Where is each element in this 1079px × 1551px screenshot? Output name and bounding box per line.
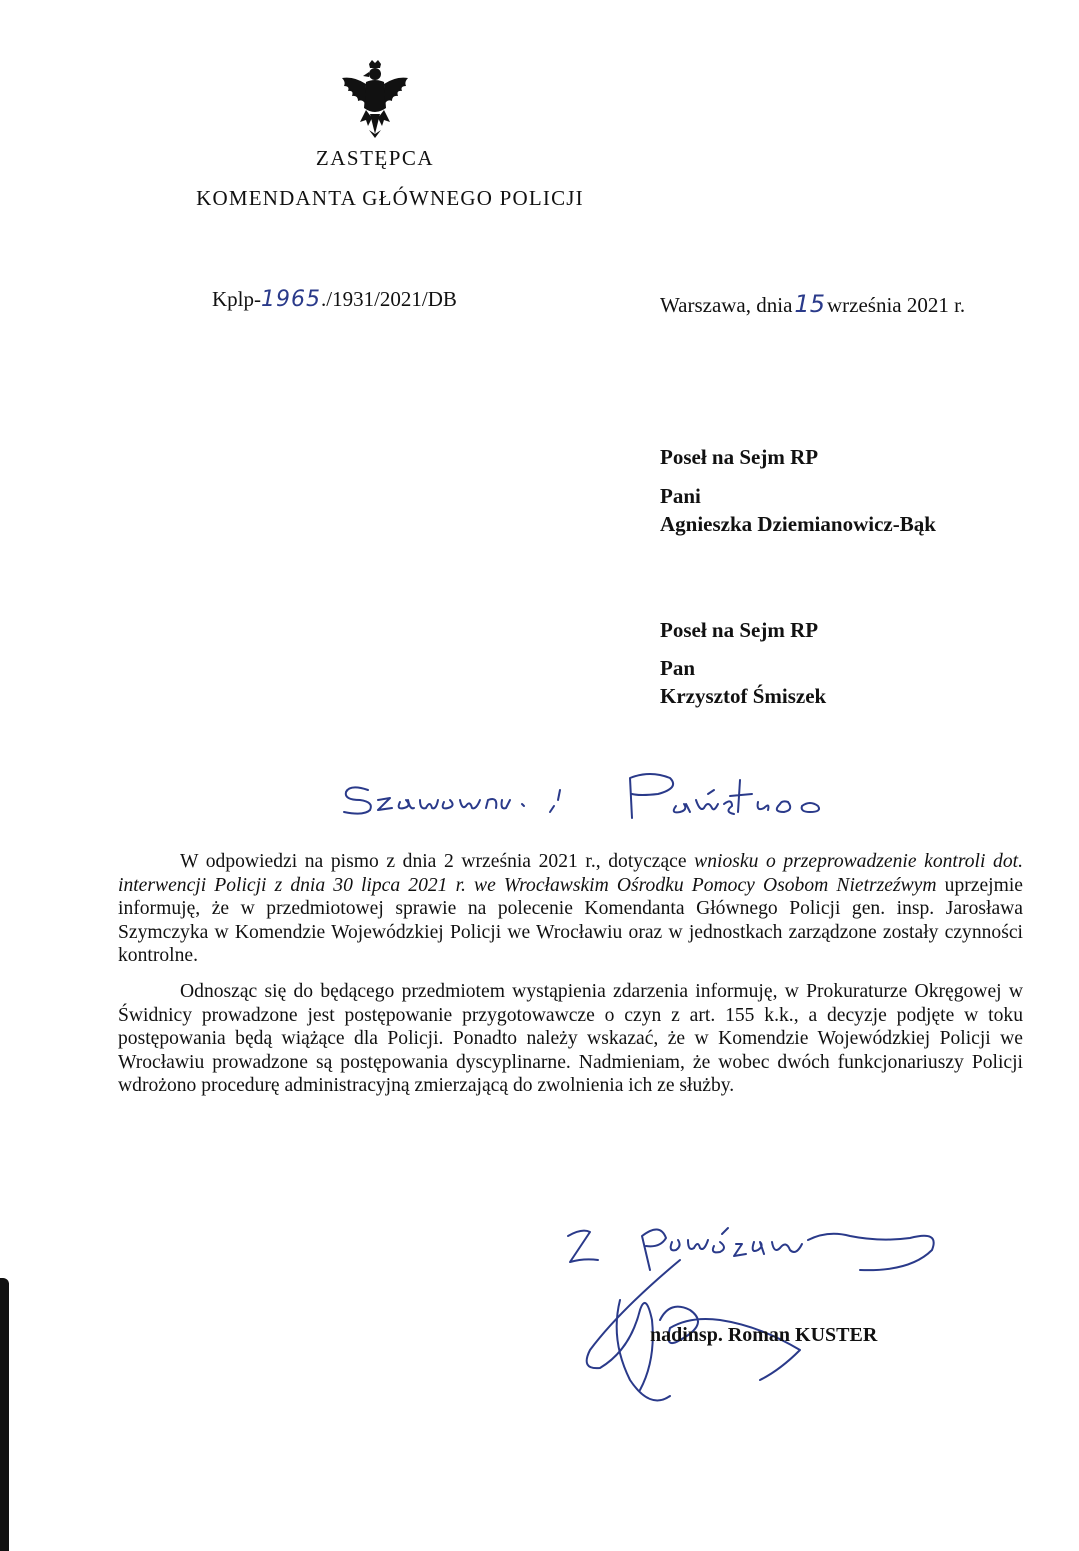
letter-date xyxy=(660,290,965,318)
p1-text-start: W odpowiedzi na pismo z dnia 2 września 2021 r., dotyczące xyxy=(180,851,695,872)
recipient2-salutation: Pan xyxy=(660,656,696,680)
recipient1-salutation: Pani xyxy=(660,484,701,508)
header-title-line1: ZASTĘPCA xyxy=(315,146,435,170)
body-paragraph-2: Odnosząc się do będącego przedmiotem wystąpienia zdarzenia informuję, w Prokuraturze Okręgowej w Świdnicy prowadzone jest postępowanie przygotowawcze o czyn z art. 155 k.k., a decyzje podjęte w toku postępowania będą wiążące dla Policji. Ponadto należy wskazać, że w Komendzie Wojewódzkiej Policji we Wrocławiu prowadzone są postępowania dyscyplinarne. Nadmieniam, że wobec dwóch funkcjonariuszy Policji wdrożono procedurę administracyjną zmierzającą do zwolnienia ich ze służby. xyxy=(118,980,1023,1097)
reference-handwritten-number: 1965 xyxy=(261,287,321,312)
recipient1-role: Poseł na Sejm RP xyxy=(660,445,819,469)
date-suffix: września 2021 r. xyxy=(826,293,966,317)
header-title-line2: KOMENDANTA GŁÓWNEGO POLICJI xyxy=(196,186,584,210)
reference-prefix: Kplp- xyxy=(212,287,261,311)
recipient1-name: Agnieszka Dziemianowicz-Bąk xyxy=(660,512,936,536)
polish-eagle-emblem xyxy=(336,58,414,140)
handwritten-closing-signature xyxy=(560,1200,980,1410)
date-prefix: Warszawa, dnia xyxy=(660,293,793,317)
recipient2-role: Poseł na Sejm RP xyxy=(660,618,819,642)
recipient2-name: Krzysztof Śmiszek xyxy=(660,684,827,708)
p1-subject-italic: wniosku o przeprowadzenie kontroli dot. interwencji Policji z dnia 30 lipca 2021 r. we Wrocławskim Ośrodku Pomocy Osobom Nietrzeźwym xyxy=(118,851,1023,896)
letter-body xyxy=(118,850,1023,1110)
reference-suffix: ./1931/2021/DB xyxy=(321,287,457,311)
scan-edge-shadow xyxy=(0,1278,9,1551)
p1-text-end: uprzejmie informuję, że w przedmiotowej sprawie na polecenie Komendanta Głównego Policji gen. insp. Jarosława Szymczyka w Komendzie Wojewódzkiej Policji we Wrocławiu oraz w jednostkach zarządzone zostały czynności kontrolne. xyxy=(118,874,1023,967)
handwritten-greeting xyxy=(340,760,840,830)
body-paragraph-1 xyxy=(118,850,1023,968)
reference-number xyxy=(212,287,457,312)
date-handwritten-day: 15 xyxy=(794,290,825,318)
signer-name: nadinsp. Roman KUSTER xyxy=(650,1324,878,1346)
